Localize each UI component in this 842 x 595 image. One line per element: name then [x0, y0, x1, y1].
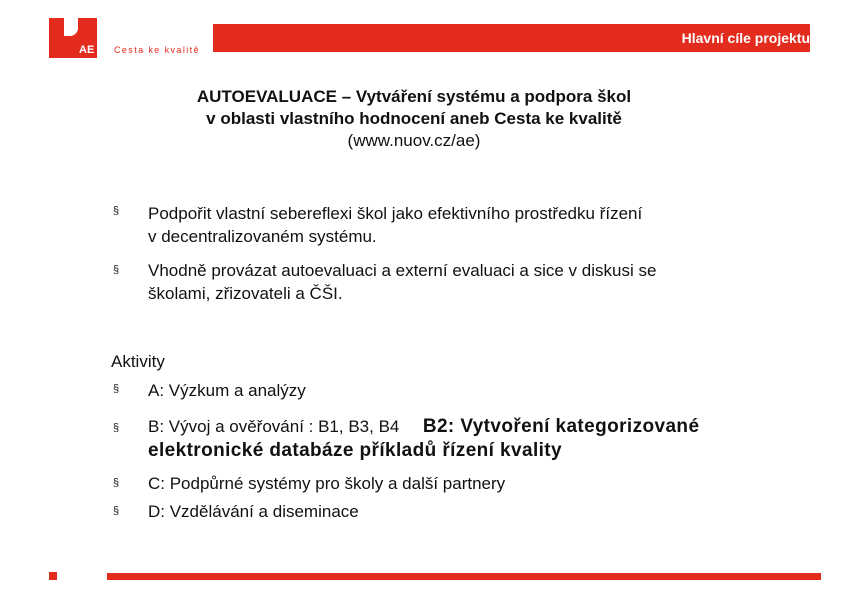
logo-text: AE	[79, 44, 95, 56]
activity-d: D: Vzdělávání a diseminace	[148, 502, 359, 521]
activity-b2-highlight: B2: Vytvoření kategorizované	[422, 416, 700, 437]
activity-b2-highlight-line-2: elektronické databáze příkladů řízení kvality	[148, 440, 562, 461]
goal-2-line-1: Vhodně provázat autoevaluaci a externí evaluaci a sice v diskusi se	[148, 261, 657, 280]
footer-square	[49, 572, 57, 580]
logo-tagline: Cesta ke kvalitě	[114, 45, 200, 55]
slide-header-title: Hlavní cíle projektu	[681, 30, 810, 46]
goal-item-1	[148, 202, 818, 248]
title-url: (www.nuov.cz/ae)	[347, 131, 481, 150]
bullet-icon: §	[113, 205, 120, 217]
title-line-1: AUTOEVALUACE – Vytváření systému a podpora škol	[196, 87, 632, 106]
logo-notch	[64, 18, 78, 36]
goal-2-line-2: školami, zřizovateli a ČŠI.	[148, 284, 343, 303]
bullet-icon: §	[113, 505, 120, 517]
bullet-icon: §	[113, 477, 120, 489]
activity-c: C: Podpůrné systémy pro školy a další partnery	[148, 474, 506, 493]
goal-1-line-1: Podpořit vlastní sebereflexi škol jako efektivního prostředku řízení	[148, 204, 643, 223]
activity-b-text: B: Vývoj a ověřování : B1, B3, B4	[148, 417, 400, 436]
title-line-2: v oblasti vlastního hodnocení aneb Cesta ke kvalitě	[206, 109, 622, 128]
activity-a: A: Výzkum a analýzy	[148, 381, 306, 400]
footer-bar	[107, 573, 821, 580]
activities-heading: Aktivity	[111, 352, 165, 371]
slide-title	[104, 86, 724, 152]
activity-b	[148, 415, 699, 438]
bullet-icon: §	[113, 383, 120, 395]
bullet-icon: §	[113, 422, 120, 434]
bullet-icon: §	[113, 264, 120, 276]
goal-1-line-2: v decentralizovaném systému.	[148, 227, 377, 246]
goal-item-2	[148, 259, 818, 305]
